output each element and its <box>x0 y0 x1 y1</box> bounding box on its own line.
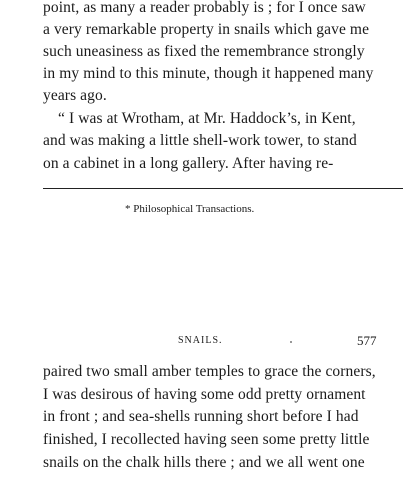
footnote: * Philosophical Transactions. <box>125 203 255 215</box>
body-text-line: in front ; and sea-shells running short before I had <box>43 408 359 425</box>
running-head: SNAILS. <box>178 335 223 346</box>
body-text-line: snails on the chalk hills there ; and we all went one <box>43 454 365 471</box>
body-text-line: in my mind to this minute, though it happened many <box>43 65 374 82</box>
body-text-line: “ I was at Wrotham, at Mr. Haddock’s, in Kent, <box>58 110 356 127</box>
body-text-line: such uneasiness as fixed the remembrance strongly <box>43 43 365 60</box>
ink-speck <box>290 341 292 343</box>
body-text-line: point, as many a reader probably is ; for I once saw <box>43 0 366 16</box>
body-text-line: I was desirous of having some odd pretty ornament <box>43 386 366 403</box>
footnote-divider <box>43 188 403 189</box>
body-text-line: and was making a little shell-work tower, to stand <box>43 132 357 149</box>
body-text-line: paired two small amber temples to grace the corners, <box>43 363 376 380</box>
lower-page <box>0 335 419 485</box>
body-text-line: a very remarkable property in snails which gave me <box>43 21 370 38</box>
page-number: 577 <box>357 333 377 348</box>
body-text-line: on a cabinet in a long gallery. After having re- <box>43 155 334 172</box>
body-text-line: finished, I recollected having seen some pretty little <box>43 431 370 448</box>
body-text-line: years ago. <box>43 87 107 104</box>
